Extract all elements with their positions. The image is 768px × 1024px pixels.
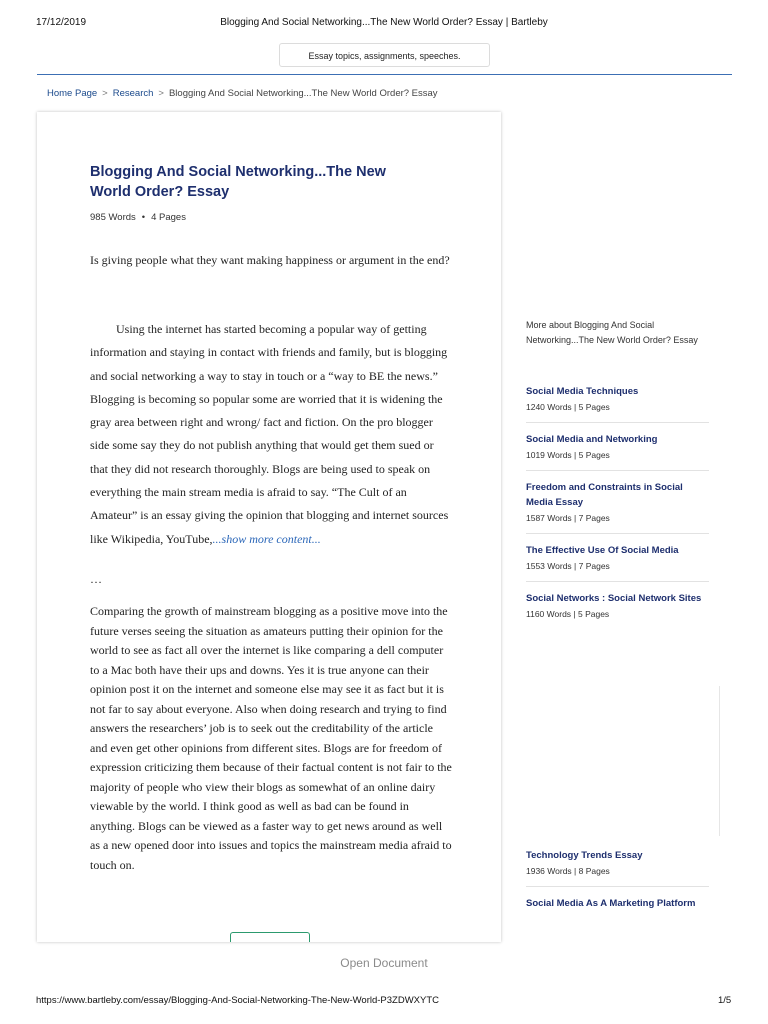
related-essay-item[interactable] [526, 591, 709, 629]
page-count: 4 Pages [151, 212, 186, 223]
print-url: https://www.bartleby.com/essay/Blogging-And-Social-Networking-The-New-World-P3ZDWXYTC [36, 995, 439, 1006]
related-essay-meta: 1160 Words | 5 Pages [526, 609, 610, 619]
related-essay-item[interactable] [526, 896, 709, 921]
essay-card [37, 112, 501, 942]
breadcrumb-home-link[interactable]: Home Page [47, 88, 98, 99]
related-essay-meta: 1240 Words | 5 Pages [526, 402, 610, 412]
related-essay-meta: 1019 Words | 5 Pages [526, 450, 610, 460]
header-divider [37, 74, 732, 75]
related-essay-meta: 1553 Words | 7 Pages [526, 561, 610, 571]
related-essays-list [526, 384, 709, 638]
related-essay-title[interactable]: Social Media and Networking [526, 434, 658, 445]
print-page-title: Blogging And Social Networking...The New World Order? Essay | Bartleby [220, 17, 548, 28]
related-essay-item[interactable] [526, 480, 709, 534]
search-input[interactable]: Essay topics, assignments, speeches. [279, 43, 490, 67]
related-essay-title[interactable]: The Effective Use Of Social Media [526, 545, 679, 556]
print-date: 17/12/2019 [36, 17, 87, 28]
sidebar-heading: More about Blogging And Social Networking...The New World Order? Essay [526, 320, 698, 345]
ad-slot-border [719, 686, 720, 836]
essay-meta [90, 212, 186, 223]
breadcrumb-separator: > [102, 88, 108, 99]
show-more-link[interactable]: ...show more content... [212, 531, 321, 546]
print-page-number: 1/5 [718, 995, 732, 1006]
essay-intro: Is giving people what they want making happiness or argument in the end? [90, 253, 450, 267]
related-essay-item[interactable] [526, 432, 709, 471]
word-count: 985 Words [90, 212, 136, 223]
essay-title: Blogging And Social Networking...The New World Order? Essay [90, 164, 386, 200]
related-essay-item[interactable] [526, 848, 709, 887]
related-essays-list-2 [526, 848, 709, 930]
meta-separator: • [141, 212, 146, 223]
breadcrumb-research-link[interactable]: Research [112, 88, 154, 99]
related-essay-item[interactable] [526, 543, 709, 582]
related-essay-title[interactable]: Social Networks : Social Network Sites [526, 593, 702, 604]
related-essay-item[interactable] [526, 384, 709, 423]
breadcrumb-current: Blogging And Social Networking...The New World Order? Essay [168, 88, 438, 99]
related-essay-title[interactable]: Social Media As A Marketing Platform [526, 898, 696, 909]
related-essay-meta: 1936 Words | 8 Pages [526, 866, 610, 876]
open-document-button[interactable]: Open Document [340, 956, 428, 970]
related-essay-title[interactable]: Social Media Techniques [526, 386, 639, 397]
breadcrumb [47, 88, 438, 99]
essay-paragraph [90, 318, 452, 551]
essay-ellipsis: … [90, 572, 102, 586]
breadcrumb-separator: > [158, 88, 164, 99]
related-essay-meta: 1587 Words | 7 Pages [526, 513, 610, 523]
read-more-button[interactable] [230, 932, 310, 942]
related-essay-title[interactable]: Freedom and Constraints in Social Media Essay [526, 482, 683, 508]
essay-paragraph-text: Using the internet has started becoming a popular way of getting information and staying in contact with friends and family, but is blogging and social networking a way to stay in touch or a “way to BE the news.” Blogging is becoming so popular some are worried that it is widening the gray area between right and wrong/ fact and fiction. On the pro blogger side some say they do not publish anything that would get them sued or that they did not research thoroughly. Blogs are being used to speak on everything the main stream media is afraid to say. “The Cult of an Amateur” is an essay giving the opinion that blogging and internet sources like Wikipedia, YouTube, [90, 322, 449, 546]
related-essay-title[interactable]: Technology Trends Essay [526, 850, 643, 861]
essay-paragraph-2: Comparing the growth of mainstream blogging as a positive move into the future verses seeing the situation as amateurs putting their opinion for the world to see as fact all over the internet is like comparing a dell computer to a Mac both have their ups and downs. Yes it is true anyone can their opinion post it on the internet and someone else may see it as fact but it is not far to say about everyone. Also when doing research and trying to find answers the researchers’ job is to seek out the creditability of the article and even get other opinions from different sites. Blogs are for freedom of expression criticizing them because of their factual content is not fair to the majority of people who view their blogs as somewhat of an online dairy viewable by the world. I think good as well as bad can be found in anything. Blogs can be viewed as a faster way to get news around as well as a new opened door into issues and topics the mainstream media afraid to touch on. [90, 604, 452, 872]
